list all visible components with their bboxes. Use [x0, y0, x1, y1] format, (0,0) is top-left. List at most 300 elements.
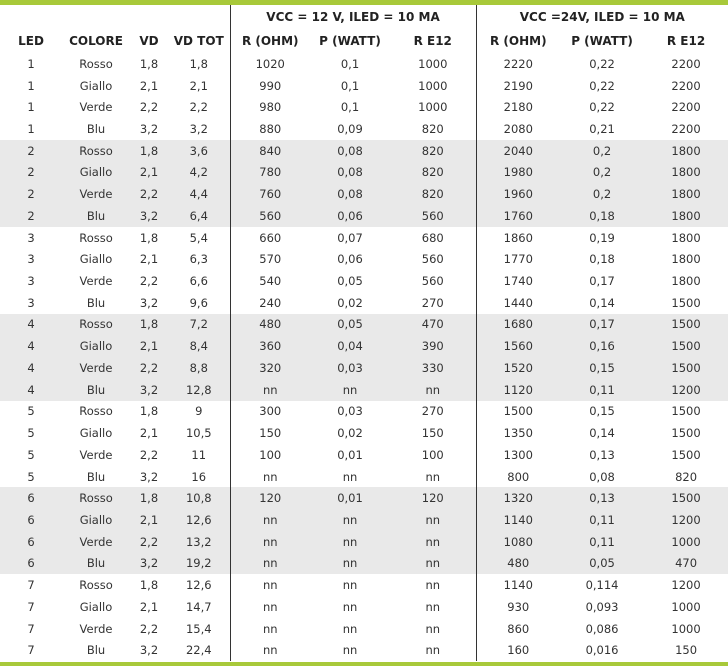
cell-p-watt-24v: 0,13: [589, 447, 615, 462]
cell-vd: 1,8: [139, 230, 159, 245]
cell-p-watt-24v: 0,2: [560, 183, 644, 205]
cell-led: 4: [0, 357, 62, 379]
cell-colore: Giallo: [62, 162, 130, 184]
cell-vd-tot: 11: [191, 447, 207, 462]
table-row: [0, 205, 728, 227]
cell-r-e12-12v: 820: [390, 140, 476, 162]
cell-vd-tot: 1,8: [189, 56, 208, 71]
cell-r-e12-24v: 1000: [671, 599, 701, 614]
cell-p-watt-12v: 0,01: [310, 487, 390, 509]
cell-r-e12-24v: 1800: [644, 162, 728, 184]
cell-vd-tot: 2,2: [189, 100, 208, 115]
cell-led: 7: [27, 599, 35, 614]
cell-vd-tot: 3,6: [168, 140, 230, 162]
cell-led: 7: [27, 578, 35, 593]
cell-colore: Giallo: [79, 426, 113, 441]
cell-r-ohm-12v: nn: [230, 553, 310, 575]
cell-led: 1: [27, 100, 35, 115]
cell-p-watt-24v: 0,14: [589, 426, 615, 441]
cell-led: 5: [27, 469, 35, 484]
cell-led: 7: [27, 643, 35, 658]
cell-colore: Blu: [86, 122, 106, 137]
table-row: [0, 574, 728, 596]
cell-colore: Blu: [86, 295, 106, 310]
cell-r-ohm-24v: 1080: [476, 531, 560, 553]
cell-led: 5: [27, 426, 35, 441]
cell-p-watt-24v: 0,14: [589, 295, 615, 310]
cell-vd: 1,8: [130, 487, 168, 509]
cell-p-watt-12v: 0,08: [310, 140, 390, 162]
cell-r-e12-12v: 560: [390, 205, 476, 227]
cell-vd-tot: 4,2: [168, 162, 230, 184]
cell-p-watt-24v: 0,11: [560, 379, 644, 401]
table-body: [0, 53, 728, 661]
cell-r-e12-24v: 1200: [671, 578, 701, 593]
table-row: [0, 162, 728, 184]
col-header-led: LED: [18, 34, 44, 48]
cell-vd: 3,2: [139, 122, 159, 137]
cell-p-watt-12v: 0,08: [310, 162, 390, 184]
cell-led: 2: [0, 183, 62, 205]
cell-vd: 1,8: [139, 56, 159, 71]
cell-r-e12-12v: 390: [390, 335, 476, 357]
cell-r-e12-12v: 330: [390, 357, 476, 379]
cell-led: 3: [27, 252, 35, 267]
cell-r-e12-12v: 120: [390, 487, 476, 509]
cell-vd-tot: 6,4: [168, 205, 230, 227]
group-header-vcc12: VCC = 12 V, ILED = 10 MA: [230, 5, 476, 29]
cell-r-ohm-12v: 990: [230, 75, 310, 97]
cell-vd: 2,2: [139, 447, 159, 462]
col-header-vd-tot: VD TOT: [173, 34, 224, 48]
cell-r-ohm-12v: 540: [230, 270, 310, 292]
table-row: [0, 292, 728, 314]
col-header-p-watt-12v: P (WATT): [319, 34, 381, 48]
table-row: [0, 335, 728, 357]
cell-p-watt-24v: 0,016: [585, 643, 619, 658]
col-header-vd: VD: [139, 34, 159, 48]
cell-vd: 2,2: [130, 183, 168, 205]
cell-vd: 2,2: [139, 100, 159, 115]
cell-p-watt-24v: 0,18: [560, 205, 644, 227]
cell-p-watt-12v: 0,02: [337, 295, 363, 310]
cell-led: 2: [0, 162, 62, 184]
cell-led: 5: [27, 404, 35, 419]
cell-r-ohm-12v: 100: [230, 444, 310, 466]
cell-r-ohm-12v: 300: [230, 401, 310, 423]
cell-p-watt-24v: 0,114: [585, 578, 619, 593]
cell-p-watt-24v: 0,17: [560, 314, 644, 336]
table-row: [0, 227, 728, 249]
cell-p-watt-12v: 0,06: [337, 252, 363, 267]
cell-r-e12-24v: 1500: [671, 404, 701, 419]
cell-p-watt-24v: 0,15: [560, 357, 644, 379]
cell-colore: Rosso: [79, 578, 113, 593]
cell-p-watt-12v: 0,06: [310, 205, 390, 227]
cell-p-watt-24v: 0,22: [589, 56, 615, 71]
cell-r-e12-12v: nn: [390, 379, 476, 401]
cell-r-ohm-24v: 1740: [476, 270, 560, 292]
cell-r-ohm-12v: 120: [230, 487, 310, 509]
cell-vd: 2,2: [130, 357, 168, 379]
cell-r-e12-12v: 270: [421, 295, 444, 310]
table-row: [0, 531, 728, 553]
cell-p-watt-24v: 0,16: [560, 335, 644, 357]
cell-r-e12-12v: 680: [421, 230, 444, 245]
cell-vd-tot: 3,2: [189, 122, 208, 137]
cell-r-ohm-24v: 800: [476, 466, 560, 488]
cell-vd: 3,2: [130, 553, 168, 575]
cell-vd-tot: 5,4: [189, 230, 208, 245]
cell-p-watt-12v: 0,03: [310, 357, 390, 379]
cell-r-ohm-24v: 2040: [476, 140, 560, 162]
cell-p-watt-12v: nn: [342, 469, 358, 484]
cell-r-ohm-24v: 160: [476, 639, 560, 661]
cell-led: 6: [0, 531, 62, 553]
cell-colore: Verde: [79, 621, 113, 636]
cell-r-e12-12v: nn: [390, 509, 476, 531]
table-row: [0, 618, 728, 640]
cell-colore: Giallo: [62, 509, 130, 531]
cell-colore: Verde: [79, 447, 113, 462]
cell-vd: 1,8: [139, 404, 159, 419]
cell-p-watt-24v: 0,18: [589, 252, 615, 267]
cell-colore: Verde: [62, 531, 130, 553]
cell-r-ohm-12v: nn: [230, 596, 310, 618]
cell-r-e12-24v: 1000: [671, 621, 701, 636]
cell-colore: Giallo: [79, 599, 113, 614]
cell-led: 3: [27, 230, 35, 245]
cell-r-e12-24v: 2200: [671, 78, 701, 93]
cell-r-ohm-24v: 480: [476, 553, 560, 575]
cell-vd: 2,1: [130, 509, 168, 531]
cell-vd: 2,1: [139, 78, 159, 93]
cell-vd-tot: 2,1: [189, 78, 208, 93]
cell-r-ohm-12v: 150: [230, 422, 310, 444]
cell-led: 4: [0, 379, 62, 401]
cell-colore: Giallo: [62, 335, 130, 357]
cell-r-ohm-24v: 2080: [476, 118, 560, 140]
cell-vd-tot: 4,4: [168, 183, 230, 205]
cell-r-ohm-24v: 1120: [476, 379, 560, 401]
cell-p-watt-12v: 0,1: [340, 100, 360, 115]
cell-r-e12-12v: 560: [421, 252, 444, 267]
table-row: [0, 509, 728, 531]
cell-vd-tot: 12,6: [185, 578, 212, 593]
cell-p-watt-24v: 0,093: [585, 599, 619, 614]
cell-r-ohm-24v: 2220: [476, 53, 560, 75]
cell-p-watt-24v: 0,22: [589, 100, 615, 115]
cell-r-ohm-24v: 1770: [476, 248, 560, 270]
cell-colore: Blu: [62, 379, 130, 401]
cell-vd-tot: 16: [191, 469, 207, 484]
cell-r-e12-12v: 820: [390, 183, 476, 205]
table-row: [0, 357, 728, 379]
cell-p-watt-12v: nn: [342, 643, 358, 658]
cell-r-ohm-24v: 930: [476, 596, 560, 618]
cell-r-e12-12v: 150: [421, 426, 444, 441]
cell-r-e12-24v: 1800: [671, 230, 701, 245]
table-row: [0, 639, 728, 661]
cell-p-watt-12v: 0,04: [310, 335, 390, 357]
cell-r-ohm-12v: 570: [230, 248, 310, 270]
cell-led: 7: [27, 621, 35, 636]
table-row: [0, 487, 728, 509]
cell-led: 1: [27, 122, 35, 137]
table-row: [0, 75, 728, 97]
cell-p-watt-24v: 0,21: [589, 122, 615, 137]
cell-r-ohm-24v: 1350: [476, 422, 560, 444]
cell-r-ohm-12v: 480: [230, 314, 310, 336]
cell-colore: Rosso: [62, 487, 130, 509]
cell-led: 4: [0, 314, 62, 336]
cell-vd-tot: 19,2: [168, 553, 230, 575]
table-row: [0, 444, 728, 466]
table-row: [0, 53, 728, 75]
cell-r-e12-24v: 1500: [671, 295, 701, 310]
cell-r-e12-24v: 1500: [644, 335, 728, 357]
cell-vd: 1,8: [130, 314, 168, 336]
cell-r-ohm-24v: 1320: [476, 487, 560, 509]
cell-colore: Rosso: [62, 140, 130, 162]
cell-vd-tot: 9: [195, 404, 203, 419]
cell-colore: Blu: [62, 553, 130, 575]
cell-r-e12-24v: 1200: [644, 379, 728, 401]
cell-colore: Rosso: [62, 314, 130, 336]
table-row: [0, 183, 728, 205]
cell-r-ohm-12v: 240: [230, 292, 310, 314]
cell-r-e12-24v: 1000: [644, 531, 728, 553]
cell-colore: Verde: [79, 100, 113, 115]
cell-vd: 2,2: [139, 621, 159, 636]
table-row: [0, 314, 728, 336]
cell-vd: 3,2: [139, 295, 159, 310]
cell-p-watt-12v: 0,1: [340, 78, 360, 93]
cell-p-watt-12v: 0,03: [337, 404, 363, 419]
cell-p-watt-24v: 0,15: [589, 404, 615, 419]
cell-r-e12-24v: 1800: [644, 140, 728, 162]
cell-colore: Blu: [86, 643, 106, 658]
table-row: [0, 140, 728, 162]
cell-r-e12-24v: 1500: [671, 426, 701, 441]
cell-r-ohm-24v: 1760: [476, 205, 560, 227]
cell-vd-tot: 12,8: [168, 379, 230, 401]
cell-r-e12-24v: 820: [675, 469, 698, 484]
cell-r-ohm-12v: 780: [230, 162, 310, 184]
cell-p-watt-12v: nn: [310, 553, 390, 575]
table-row: [0, 466, 728, 488]
cell-led: 6: [0, 553, 62, 575]
col-header-colore: COLORE: [69, 34, 123, 48]
cell-vd-tot: 9,6: [189, 295, 208, 310]
bottom-accent-bar: [0, 662, 728, 666]
cell-colore: Rosso: [79, 404, 113, 419]
cell-colore: Verde: [62, 183, 130, 205]
cell-r-e12-12v: 560: [421, 274, 444, 289]
cell-vd-tot: 6,6: [189, 274, 208, 289]
cell-r-ohm-12v: 760: [230, 183, 310, 205]
cell-r-e12-24v: 2200: [671, 100, 701, 115]
cell-vd-tot: 14,7: [185, 599, 212, 614]
cell-r-ohm-24v: 1560: [476, 335, 560, 357]
cell-led: 1: [27, 56, 35, 71]
cell-led: 3: [27, 274, 35, 289]
cell-r-ohm-24v: 1960: [476, 183, 560, 205]
cell-colore: Blu: [86, 469, 106, 484]
group-header-blank: [0, 5, 230, 29]
cell-r-ohm-12v: 980: [230, 96, 310, 118]
table-row: [0, 596, 728, 618]
cell-p-watt-12v: 0,02: [337, 426, 363, 441]
cell-colore: Verde: [62, 357, 130, 379]
group-header-row: [0, 5, 728, 29]
cell-p-watt-24v: 0,2: [560, 140, 644, 162]
cell-vd: 2,1: [130, 335, 168, 357]
cell-led: 2: [0, 140, 62, 162]
cell-r-e12-24v: 1500: [644, 357, 728, 379]
col-header-r-e12-24v: R E12: [666, 34, 706, 48]
cell-vd-tot: 13,2: [168, 531, 230, 553]
cell-r-ohm-12v: 560: [230, 205, 310, 227]
cell-vd: 2,1: [130, 162, 168, 184]
cell-r-e12-12v: 1000: [418, 78, 448, 93]
col-header-r-e12-12v: R E12: [413, 34, 452, 48]
table-row: [0, 96, 728, 118]
cell-p-watt-12v: nn: [310, 379, 390, 401]
cell-vd-tot: 8,4: [168, 335, 230, 357]
cell-r-e12-24v: 1800: [644, 183, 728, 205]
cell-led: 5: [27, 447, 35, 462]
cell-r-e12-12v: 100: [421, 447, 444, 462]
cell-p-watt-12v: nn: [310, 509, 390, 531]
cell-p-watt-12v: 0,05: [310, 314, 390, 336]
cell-p-watt-24v: 0,11: [560, 509, 644, 531]
cell-p-watt-12v: nn: [342, 621, 358, 636]
cell-p-watt-12v: 0,05: [337, 274, 363, 289]
cell-r-ohm-24v: 1500: [476, 401, 560, 423]
cell-r-ohm-24v: 1140: [476, 574, 560, 596]
cell-vd: 3,2: [139, 469, 159, 484]
cell-vd: 3,2: [139, 643, 159, 658]
cell-vd: 2,1: [139, 252, 159, 267]
cell-r-e12-12v: 820: [421, 122, 444, 137]
cell-p-watt-24v: 0,19: [589, 230, 615, 245]
cell-led: 6: [0, 487, 62, 509]
cell-r-ohm-12v: nn: [230, 618, 310, 640]
table-row: [0, 248, 728, 270]
cell-r-e12-24v: 1500: [644, 314, 728, 336]
cell-vd-tot: 10,5: [185, 426, 212, 441]
cell-r-ohm-24v: 1680: [476, 314, 560, 336]
cell-p-watt-24v: 0,05: [560, 553, 644, 575]
cell-r-ohm-24v: 2190: [476, 75, 560, 97]
cell-colore: Giallo: [79, 78, 113, 93]
cell-r-ohm-24v: 1140: [476, 509, 560, 531]
cell-p-watt-24v: 0,13: [560, 487, 644, 509]
cell-vd: 2,2: [139, 274, 159, 289]
cell-vd: 1,8: [130, 140, 168, 162]
cell-r-ohm-24v: 1440: [476, 292, 560, 314]
cell-r-e12-24v: 1500: [671, 447, 701, 462]
cell-vd: 2,2: [130, 531, 168, 553]
cell-r-e12-24v: 2200: [671, 56, 701, 71]
cell-r-e12-12v: 820: [390, 162, 476, 184]
cell-vd-tot: 6,3: [189, 252, 208, 267]
cell-r-ohm-12v: nn: [230, 509, 310, 531]
cell-r-ohm-24v: 860: [476, 618, 560, 640]
cell-r-e12-12v: nn: [390, 531, 476, 553]
cell-r-e12-24v: 1800: [644, 205, 728, 227]
cell-vd-tot: 12,6: [168, 509, 230, 531]
cell-colore: Rosso: [79, 230, 113, 245]
cell-r-e12-12v: nn: [390, 553, 476, 575]
cell-r-e12-24v: 2200: [671, 122, 701, 137]
table-row: [0, 379, 728, 401]
cell-r-e12-12v: 470: [390, 314, 476, 336]
col-header-r-ohm-24v: R (OHM): [476, 29, 560, 53]
cell-r-ohm-24v: 2180: [476, 96, 560, 118]
cell-vd: 1,8: [139, 578, 159, 593]
cell-p-watt-12v: nn: [342, 599, 358, 614]
cell-p-watt-24v: 0,11: [560, 531, 644, 553]
cell-r-ohm-12v: nn: [230, 574, 310, 596]
cell-p-watt-24v: 0,17: [589, 274, 615, 289]
cell-p-watt-12v: 0,01: [337, 447, 363, 462]
table-row: [0, 553, 728, 575]
table-row: [0, 270, 728, 292]
cell-p-watt-24v: 0,08: [589, 469, 615, 484]
cell-r-e12-24v: 470: [644, 553, 728, 575]
cell-colore: Verde: [79, 274, 113, 289]
cell-led: 2: [0, 205, 62, 227]
cell-r-e12-24v: 1800: [671, 274, 701, 289]
cell-r-e12-24v: 1200: [644, 509, 728, 531]
cell-colore: Giallo: [79, 252, 113, 267]
cell-vd-tot: 7,2: [168, 314, 230, 336]
cell-p-watt-24v: 0,086: [585, 621, 619, 636]
cell-r-ohm-12v: nn: [230, 379, 310, 401]
cell-r-ohm-24v: 1980: [476, 162, 560, 184]
cell-p-watt-24v: 0,22: [589, 78, 615, 93]
cell-r-e12-12v: nn: [425, 621, 441, 636]
cell-r-ohm-24v: 1860: [476, 227, 560, 249]
cell-r-ohm-12v: nn: [230, 466, 310, 488]
cell-p-watt-12v: nn: [342, 578, 358, 593]
cell-vd-tot: 15,4: [185, 621, 212, 636]
col-header-p-watt-24v: P (WATT): [571, 34, 633, 48]
cell-r-ohm-24v: 1300: [476, 444, 560, 466]
cell-r-e12-12v: 1000: [418, 56, 448, 71]
cell-r-e12-24v: 1500: [644, 487, 728, 509]
cell-r-e12-24v: 150: [675, 643, 698, 658]
cell-colore: Rosso: [79, 56, 113, 71]
cell-colore: Blu: [62, 205, 130, 227]
led-resistor-table: [0, 5, 728, 661]
group-header-vcc24: VCC =24V, ILED = 10 MA: [476, 5, 728, 29]
cell-r-e12-12v: nn: [425, 469, 441, 484]
table-row: [0, 401, 728, 423]
cell-r-e12-24v: 1800: [671, 252, 701, 267]
cell-r-e12-12v: 1000: [418, 100, 448, 115]
cell-led: 4: [0, 335, 62, 357]
cell-vd: 2,1: [139, 426, 159, 441]
cell-led: 3: [27, 295, 35, 310]
cell-p-watt-12v: 0,07: [337, 230, 363, 245]
cell-p-watt-12v: 0,09: [337, 122, 363, 137]
cell-r-ohm-12v: 320: [230, 357, 310, 379]
cell-vd: 3,2: [130, 379, 168, 401]
cell-r-ohm-12v: 840: [230, 140, 310, 162]
